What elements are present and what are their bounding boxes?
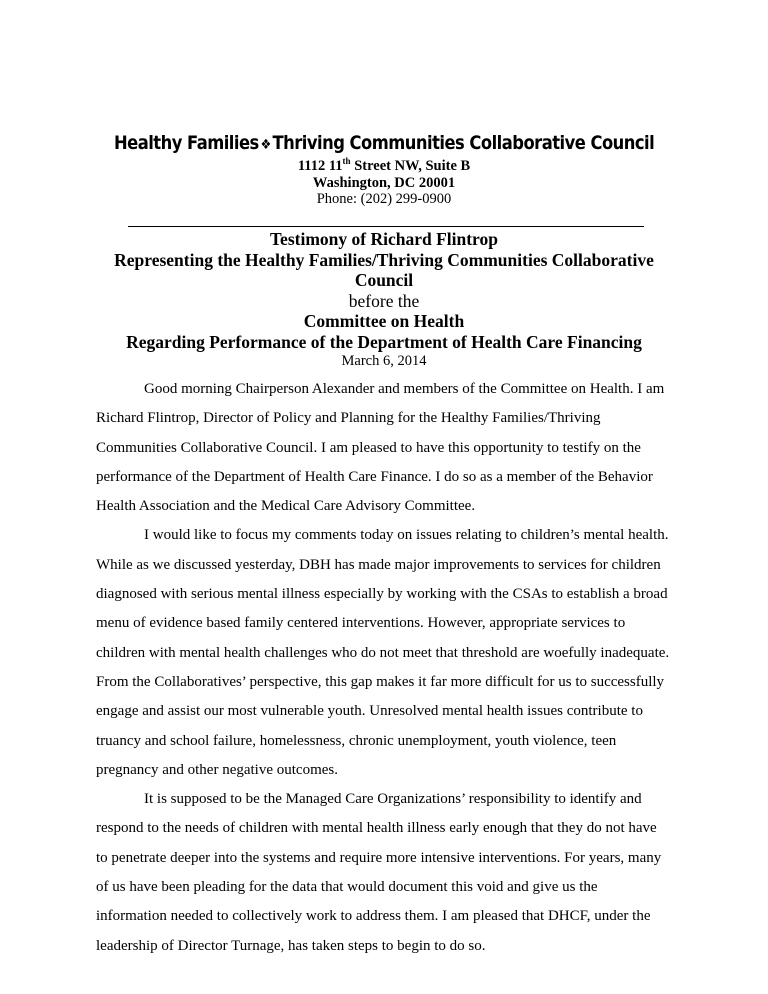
letterhead: [0, 130, 768, 208]
address-number: 1112 11: [297, 158, 343, 174]
address-ordinal-suffix: th: [342, 156, 351, 167]
address-street: Street NW, Suite B: [350, 158, 471, 174]
org-name-part2: Thriving Communities Collaborative Council: [272, 132, 655, 154]
heading-date: March 6, 2014: [341, 353, 427, 369]
horizontal-divider: [128, 226, 644, 227]
city-state-zip: Washington, DC 20001: [312, 174, 456, 191]
testimony-body: [96, 375, 672, 961]
heading-regarding: Regarding Performance of the Department of Health Care Financing: [126, 331, 642, 352]
organization-name: [114, 130, 654, 158]
phone-number: Phone: (202) 299-0900: [316, 191, 452, 207]
heading-testimony-of: Testimony of Richard Flintrop: [269, 229, 498, 249]
heading-representing: Representing the Healthy Families/Thriving Communities Collaborative Council: [114, 249, 654, 290]
paragraph: Good morning Chairperson Alexander and members of the Committee on Health. I am Richard Flintrop, Director of Policy and Planning for the Healthy Families/Thriving Communities Collaborative Council. I am pleased to have this opportunity to testify on the performance of the Department of Health Care Finance. I do so as a member of the Behavior Health Association and the Medical Care Advisory Committee.: [96, 381, 665, 515]
heading-before-the: before the: [348, 290, 420, 311]
heading-committee: Committee on Health: [303, 311, 465, 331]
paragraph: I would like to focus my comments today on issues relating to children’s mental health. While as we discussed yesterday, DBH has made major improvements to services for children diagnosed with serious mental illness especially by working with the CSAs to establish a broad menu of evidence based family centered interventions. However, appropriate services to children with mental health challenges who do not meet that threshold are woefully inadequate. From the Collaboratives’ perspective, this gap makes it far more difficult for us to successfully engage and assist our most vulnerable youth. Unresolved mental health issues contribute to truancy and school failure, homelessness, chronic unemployment, youth violence, teen pregnancy and other negative outcomes.: [96, 527, 670, 778]
testimony-heading: [100, 229, 668, 370]
diamond-ornament-icon: ❖: [260, 137, 271, 153]
org-name-part1: Healthy Families: [113, 132, 259, 154]
street-address: [0, 158, 768, 175]
paragraph: It is supposed to be the Managed Care Organizations’ responsibility to identify and respond to the needs of children with mental health illness early enough that they do not have to penetrate deeper into the systems and require more intensive interventions. For years, many of us have been pleading for the data that would document this void and give us the information needed to collectively work to address them. I am pleased that DHCF, under the leadership of Director Turnage, has taken steps to begin to do so.: [96, 791, 662, 954]
